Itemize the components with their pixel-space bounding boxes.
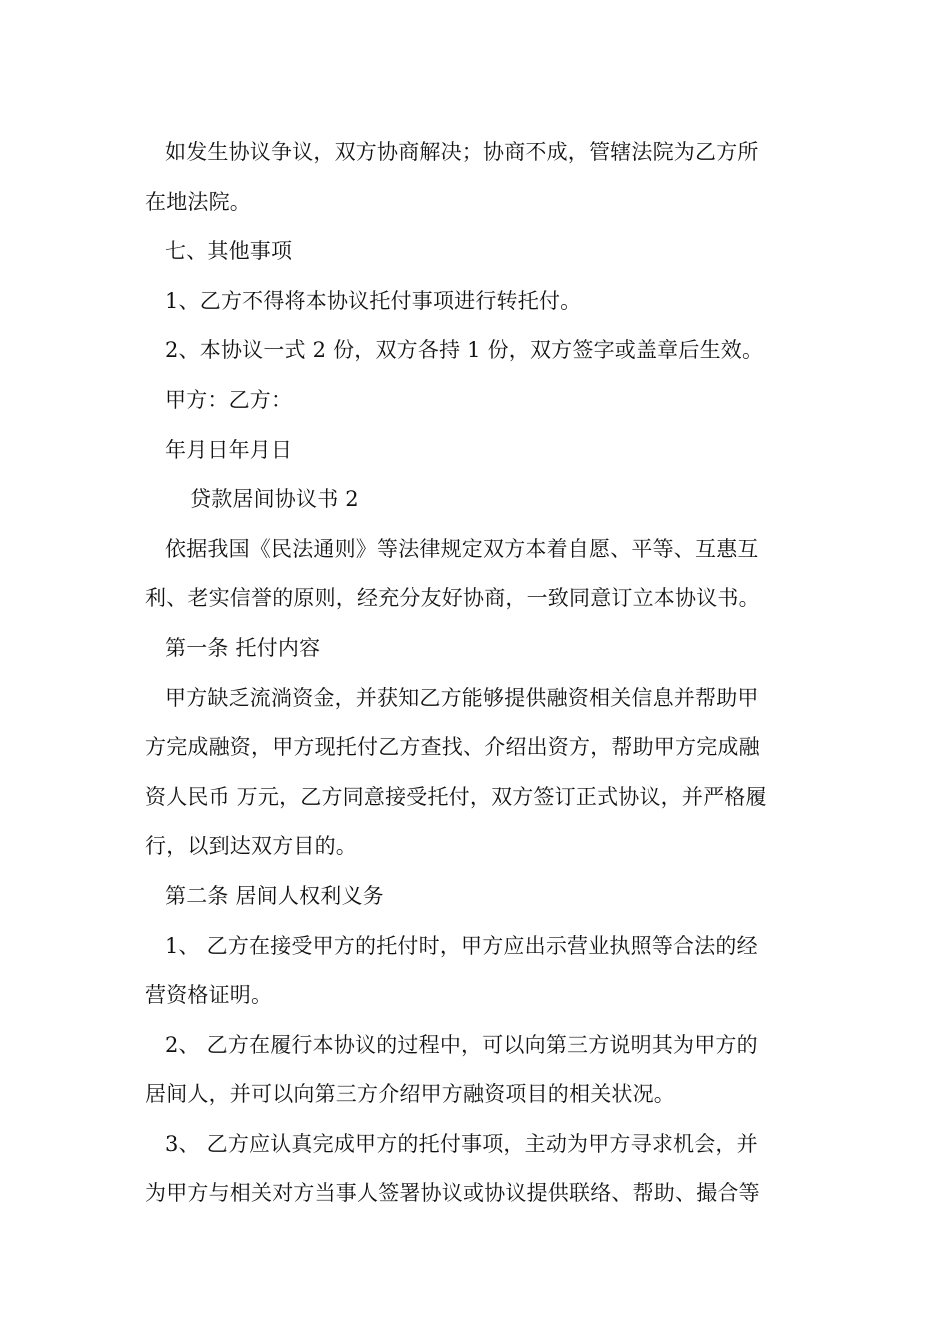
paragraph-line: 1、乙方不得将本协议托付事项进行转托付。 bbox=[165, 288, 582, 313]
paragraph-line: 行，以到达双方目的。 bbox=[145, 834, 357, 859]
paragraph-line: 利、老实信誉的原则，经充分友好协商，一致同意订立本协议书。 bbox=[145, 586, 760, 611]
date-line: 年月日年月日 bbox=[165, 437, 293, 462]
paragraph-line: 营资格证明。 bbox=[145, 983, 273, 1008]
paragraph-line: 资人民币 万元，乙方同意接受托付，双方签订正式协议，并严格履 bbox=[145, 784, 767, 809]
paragraph-line: 依据我国《民法通则》等法律规定双方本着自愿、平等、互惠互 bbox=[165, 536, 759, 561]
document-title: 贷款居间协议书 2 bbox=[190, 487, 359, 512]
paragraph-line: 2、本协议一式 2 份，双方各持 1 份，双方签字或盖章后生效。 bbox=[165, 338, 764, 363]
paragraph-line: 如发生协议争议，双方协商解决；协商不成，管辖法院为乙方所 bbox=[165, 140, 759, 164]
paragraph-line: 在地法院。 bbox=[145, 189, 251, 214]
paragraph-line: 居间人，并可以向第三方介绍甲方融资项目的相关状况。 bbox=[145, 1082, 675, 1107]
signature-line: 甲方：乙方： bbox=[165, 387, 293, 412]
paragraph-line: 为甲方与相关对方当事人签署协议或协议提供联络、帮助、撮合等 bbox=[145, 1181, 760, 1206]
paragraph-line: 2、 乙方在履行本协议的过程中，可以向第三方说明其为甲方的 bbox=[165, 1032, 758, 1057]
paragraph-line: 3、 乙方应认真完成甲方的托付事项，主动为甲方寻求机会，并 bbox=[165, 1131, 758, 1156]
document-body bbox=[145, 128, 810, 1219]
section-heading: 七、其他事项 bbox=[165, 239, 293, 264]
paragraph-line: 甲方缺乏流淌资金，并获知乙方能够提供融资相关信息并帮助甲 bbox=[165, 685, 759, 710]
article-heading: 第二条 居间人权利义务 bbox=[165, 883, 384, 908]
paragraph-line: 1、 乙方在接受甲方的托付时，甲方应出示营业执照等合法的经 bbox=[165, 933, 758, 958]
article-heading: 第一条 托付内容 bbox=[165, 635, 321, 660]
paragraph-line: 方完成融资，甲方现托付乙方查找、介绍出资方，帮助甲方完成融 bbox=[145, 735, 760, 760]
